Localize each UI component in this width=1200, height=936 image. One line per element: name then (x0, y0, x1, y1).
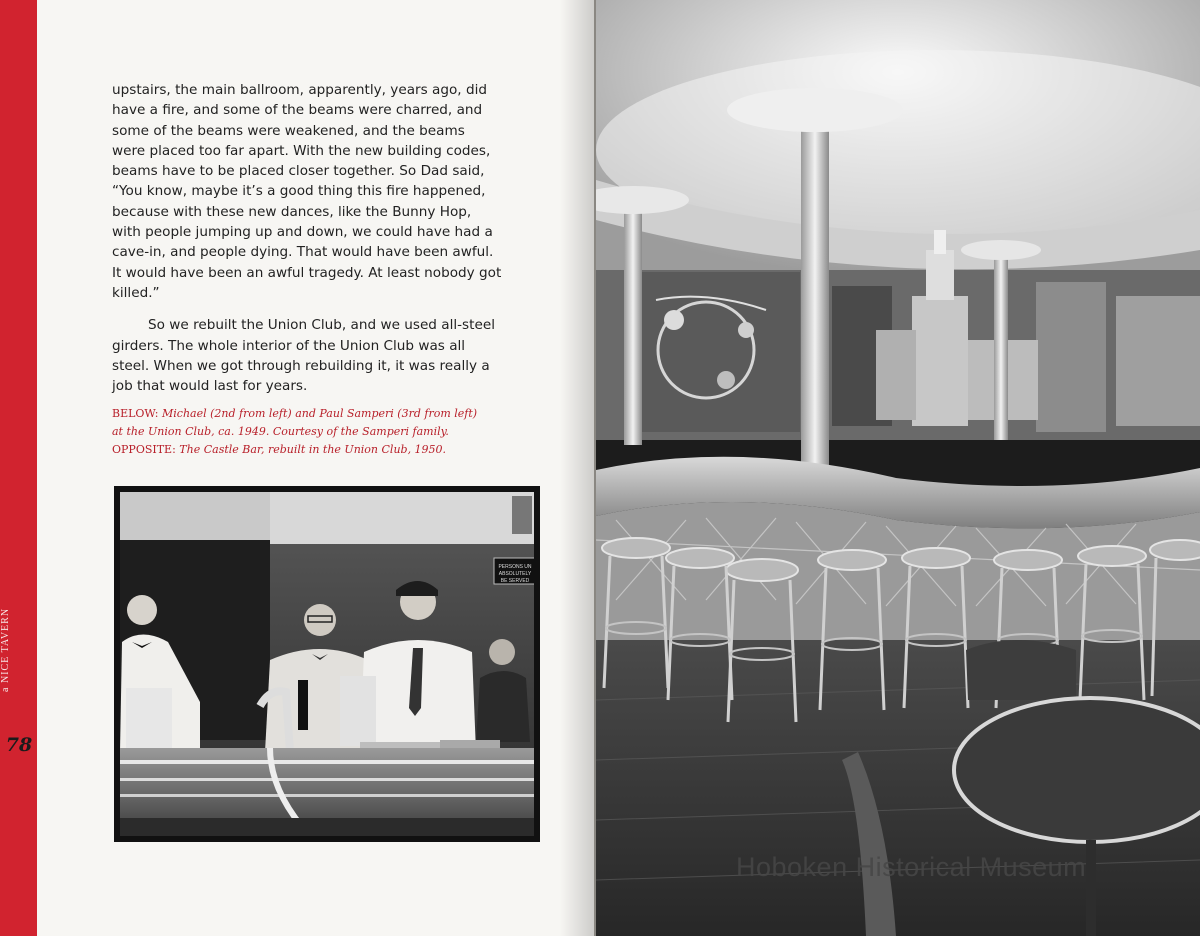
captions (112, 405, 512, 459)
caption-opposite-label: OPPOSITE: (112, 443, 176, 456)
svg-text:PERSONS UN: PERSONS UN (498, 564, 532, 570)
svg-text:BE SERVED: BE SERVED (500, 578, 530, 584)
bartenders-photo-image (120, 492, 534, 836)
caption-below-text-2: at the Union Club, ca. 1949. Courtesy of the Samperi family. (112, 425, 449, 438)
watermark: Hoboken Historical Museum (736, 852, 1087, 882)
right-page (596, 0, 1200, 936)
caption-opposite-line (112, 441, 512, 459)
caption-below-text: Michael (2nd from left) and Paul Samperi (3rd from left) (162, 407, 478, 420)
body-text (112, 80, 502, 396)
page-number: 78 (5, 734, 33, 756)
gutter-shadow (560, 0, 596, 936)
bartenders-photo (114, 486, 540, 842)
left-page (0, 0, 596, 936)
caption-below-line-2 (112, 423, 512, 441)
caption-below-line-1 (112, 405, 512, 423)
svg-text:ABSOLUTELY: ABSOLUTELY (498, 571, 532, 577)
running-head: a NICE TAVERN (0, 607, 11, 692)
paragraph-2: So we rebuilt the Union Club, and we used all-steel girders. The whole interior of the Union Club was all steel. When we got through rebuilding it, it was really a job that would last for years. (112, 317, 495, 395)
red-margin-band (0, 0, 37, 936)
castle-bar-photo (596, 0, 1200, 936)
caption-below-label: BELOW: (112, 407, 159, 420)
paragraph-1: upstairs, the main ballroom, apparently, years ago, did have a fire, and some of the beams were charred, and some of the beams were weakened, and the beams were placed too far apart. With the new building codes, beams have to be placed closer together. So Dad said, “You know, maybe it’s a good thing this fire happened, because with these new dances, like the Bunny Hop, with people jumping up and down, we could have had a cave-in, and people dying. That would have been awful. It would have been an awful tragedy. At least nobody got killed.” (112, 82, 502, 301)
caption-opposite-text: The Castle Bar, rebuilt in the Union Club, 1950. (179, 443, 447, 456)
